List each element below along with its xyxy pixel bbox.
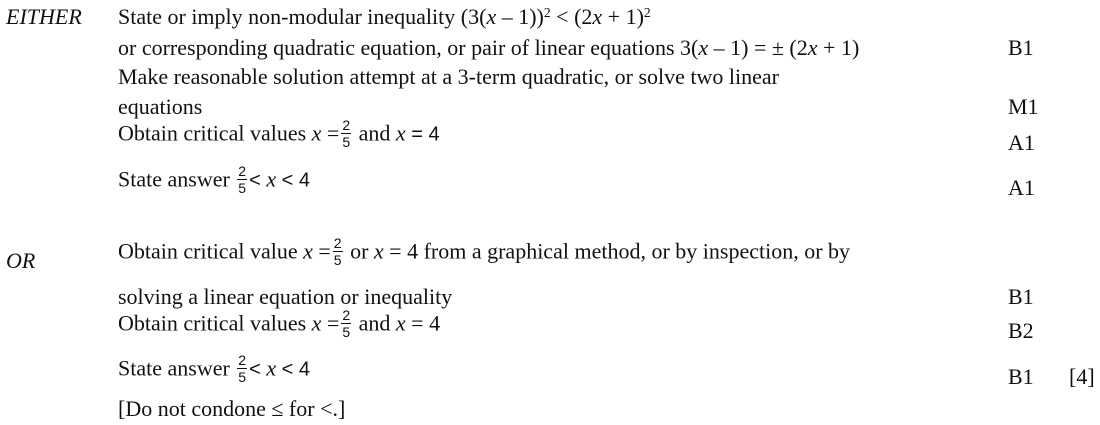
either-label: EITHER (6, 4, 82, 29)
or-mark-b2: B2 (1008, 318, 1034, 343)
either-line-1: State or imply non-modular inequality $(3(x - 1))^2 < (2x + 1)^2$ (118, 4, 651, 29)
either-line-3: Make reasonable solution attempt at a 3-term quadratic, or solve two linear (118, 64, 779, 89)
or-line-2: solving a linear equation or inequality (118, 284, 453, 309)
fraction-two-fifths: $\frac{2}{5}$ (342, 307, 351, 340)
either-mark-a1-critical: A1 (1008, 130, 1035, 155)
fraction-two-fifths: $\frac{2}{5}$ (333, 235, 342, 268)
either-line-2: or corresponding quadratic equation, or pair of linear equations 3(x – 1) = ± (2x + 1) (118, 35, 860, 60)
or-line-4: State answer $\frac{2}{5}$ < x < 4 (118, 352, 311, 385)
fraction-two-fifths: $\frac{2}{5}$ (238, 352, 247, 385)
either-line-4: equations (118, 94, 203, 119)
fraction-two-fifths: $\frac{2}{5}$ (342, 117, 351, 150)
or-line-1: Obtain critical value x = $\frac{2}{5}$ or x = 4 from a graphical method, or by inspection, or by (118, 235, 851, 268)
either-mark-a1-answer: A1 (1008, 175, 1035, 200)
either-mark-b1: B1 (1008, 35, 1034, 60)
or-line-3: Obtain critical values x = $\frac{2}{5}$ and x = 4 (118, 307, 441, 340)
or-note: [Do not condone ≤ for <.] (118, 396, 346, 421)
either-line-6: State answer $\frac{2}{5}$ < x < 4 (118, 163, 311, 196)
or-mark-b1: B1 (1008, 284, 1034, 309)
either-line-5: Obtain critical values x = $\frac{2}{5}$ and x = 4 (118, 117, 440, 150)
or-label: OR (6, 248, 36, 273)
either-mark-m1: M1 (1008, 94, 1039, 119)
total-marks: [4] (1069, 364, 1095, 389)
or-mark-b1-answer: B1 (1008, 364, 1034, 389)
fraction-two-fifths: $\frac{2}{5}$ (238, 163, 247, 196)
